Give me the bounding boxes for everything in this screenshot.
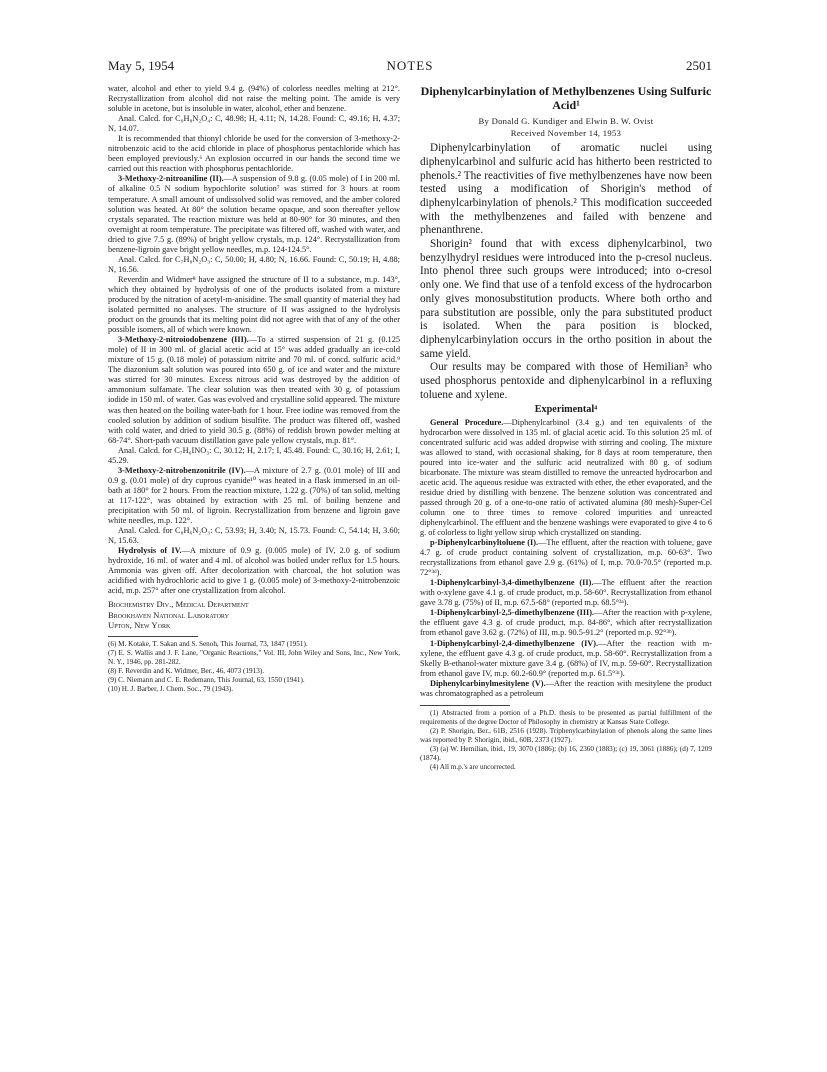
intro-paragraph: Shorigin² found that with excess diphenylcarbinol, two benzylhydryl residues were introduced into the p-cresol nucleus. Into phenol three such groups were introduced; into o-cresol only one. We find that use of a tenfold excess of the hydrocarbon only gives monosubstitution products. Where both ortho and para substitution are possible, only the para substituted product is isolated. When the para position is blocked, diphenylcarbinylation occurs in the ortho position in about the same yield. — [420, 238, 712, 360]
footnote: (4) All m.p.'s are uncorrected. — [430, 763, 516, 772]
footnotes — [108, 640, 400, 695]
procedure-paragraph — [420, 608, 712, 638]
procedure-heading: 3-Methoxy-2-nitrobenzonitrile (IV). — [118, 465, 246, 475]
procedure-paragraph — [420, 679, 712, 699]
procedure-paragraph — [420, 538, 712, 578]
footnote: (8) F. Reverdin and K. Widmer, Ber., 46, 4073 (1913). — [108, 667, 265, 676]
procedure-text: —The effluent after the reaction with o-xylene gave 4.1 g. of crude product, m.p. 58-60°. Recrystallization from ethanol gave 3.78 g. (75%) of II, m.p. 67.5-68° (reported m.p. 68.5°³ᵃ). — [420, 578, 712, 608]
footnote: (7) E. S. Wallis and J. F. Lane, "Organic Reactions," Vol. III, John Wiley and Sons, Inc., New York, N. Y., 1946, pp. 281-282. — [108, 649, 400, 667]
affiliation-line: Upton, New York — [108, 619, 171, 630]
experimental-heading: Experimental⁴ — [534, 404, 598, 416]
footnote: (1) Abstracted from a portion of a Ph.D. thesis to be presented as partial fulfillment of the requirements of the degree Doctor of Philosophy in chemistry at Kansas State College. — [420, 708, 712, 726]
procedure-heading: 1-Diphenylcarbinyl-3,4-dimethylbenzene (II). — [430, 578, 594, 588]
procedure-heading: Diphenylcarbinylmesitylene (V). — [430, 678, 546, 688]
procedure-heading: p-Diphenylcarbinyltoluene (I). — [430, 538, 539, 548]
procedure-text: —Diphenylcarbinol (3.4 g.) and ten equivalents of the hydrocarbon were dissolved in 135 ml. of glacial acetic acid. To this solution 25 ml. of concentrated sulfuric acid was added dropwise with stirring and cooling. The mixture was allowed to stand, with occasional shaking, for 8 days at room temperature, then poured into ice-water and the sulfuric acid neutralized with 80 g. of sodium bicarbonate. The mixture was steam distilled to remove the unreacted hydrocarbon and acetic acid. The aqueous residue was extracted with ether, the ether evaporated, and the residue dried by distilling with benzene. The benzene solution was concentrated and passed through 20 g. of a one-to-one ratio of activated alumina (80 mesh)-Super-Cel column one to three times to remove colored impurities and unreacted diphenylcarbinol. The effluent and the benzene washings were evaporated to give 4 to 6 g. of colorless to light yellow sirup which crystallized on standing. — [420, 417, 712, 538]
footnote: (6) M. Kotake, T. Sakan and S. Senoh, This Journal, 73, 1847 (1951). — [108, 640, 308, 648]
paragraph: It is recommended that thionyl chloride be used for the conversion of 3-methoxy-2-nitrobenzoic acid to the acid chloride in place of phosphorus pentachloride which has been employed previously.⁶ An explosion occurred in our hands the second time we carried out this reaction with phosphorus pentachloride. — [108, 134, 400, 174]
affiliation-line: Biochemistry Div., Medical Department — [108, 599, 249, 610]
analysis-paragraph: Anal. Calcd. for C₇H₆INO₃: C, 30.12; H, 2.17; I, 45.48. Found: C, 30.16; H, 2.61; I, 45.29. — [108, 445, 400, 465]
procedure-paragraph — [420, 418, 712, 539]
intro-paragraph: Our results may be compared with those of Hemilian³ who used phosphorus pentoxide and diphenylcarbinol in a refluxing toluene and xylene. — [420, 361, 712, 401]
procedure-paragraph — [420, 578, 712, 608]
procedure-text: —A mixture of 2.7 g. (0.01 mole) of III and 0.9 g. (0.01 mole) of dry cuprous cyanide¹⁰ was heated in a flask immersed in an oil-bath at 180° for 2 hours. From the reaction mixture, 1.22 g. (70%) of tan solid, melting at 117-122°, was obtained by extraction with 25 ml. of boiling benzene and precipitation with 50 ml. of ligroin. Recrystallization from benzene and ligroin gave white needles, m.p. 122°. — [108, 465, 400, 526]
paragraph: water, alcohol and ether to yield 9.4 g. (94%) of colorless needles melting at 212°. Recrystallization from alcohol did not raise the melting point. The amide is very soluble in acetone, but is insoluble in water, alcohol, ether and benzene. — [108, 84, 400, 114]
analysis-paragraph: Anal. Calcd. for C₈H₆N₂O₃: C, 53.93; H, 3.40; N, 15.73. Found: C, 54.14; H, 3.60; N, 15.63. — [108, 526, 400, 546]
footnote-divider — [108, 636, 198, 637]
procedure-paragraph — [108, 466, 400, 526]
footnote: (2) P. Shorigin, Ber., 61B, 2516 (1928). Triphenylcarbinylation of phenols along the same lines was reported by P. Shorigin, ibid., 60B, 2373 (1927). — [420, 727, 712, 745]
procedure-text: —After the reaction with m-xylene, the effluent gave 4.3 g. of crude product, m.p. 58-60°. Recrystallization from a Skelly B-ethanol-water mixture gave 3.4 g. (68%) of IV, m.p. 59-60°. Recrystallization from ethanol gave IV, m.p. 60.2-60.9° (reported m.p. 61.5°³ᶜ). — [420, 638, 712, 678]
affiliation — [108, 599, 400, 630]
analysis-paragraph: Anal. Calcd. for C₇H₈N₂O₃: C, 50.00; H, 4.80; N, 16.66. Found: C, 50.19; H, 4.88; N, 16.56. — [108, 254, 400, 274]
footnotes — [420, 709, 712, 773]
procedure-heading: 3-Methoxy-2-nitroaniline (II). — [118, 174, 224, 184]
procedure-heading: Hydrolysis of IV. — [118, 546, 182, 556]
byline: By Donald G. Kundiger and Elwin B. W. Ovist — [478, 116, 654, 126]
paragraph: Reverdin and Widmer⁸ have assigned the structure of II to a substance, m.p. 143°, which they obtained by hydrolysis of one of the products isolated from a mixture produced by the nitration of acetyl-m-anisidine. The small quantity of material they had isolated permitted no analyses. The structure of II was assigned to the hydrolysis product on the grounds that its melting point did not agree with that of any of the other possible isomers, all of which were known. — [108, 274, 400, 335]
header-page-number: 2501 — [686, 58, 712, 73]
header-section: NOTES — [386, 58, 434, 73]
footnote: (9) C. Niemann and C. E. Redemann, This Journal, 63, 1550 (1941). — [108, 676, 305, 685]
procedure-heading: 1-Diphenylcarbinyl-2,4-dimethylbenzene (IV). — [430, 638, 599, 648]
procedure-text: —A mixture of 0.9 g. (0.005 mole) of IV, 2.0 g. of sodium hydroxide, 16 ml. of water and 4 ml. of alcohol was boiled under reflux for 1.5 hours. Ammonia was given off. After decolorization with charcoal, the hot solution was acidified with hydrochloric acid to give 1 g. (0.005 mole) of 3-methoxy-2-nitrobenzoic acid, m.p. 257° after one crystallization from alcohol. — [108, 546, 400, 596]
right-column — [420, 84, 712, 772]
analysis-paragraph: Anal. Calcd. for C₉H₈N₂O₄: C, 48.98; H, 4.11; N, 14.28. Found: C, 49.16; H, 4.37; N, 14.07. — [108, 114, 400, 134]
procedure-paragraph — [108, 335, 400, 446]
affiliation-line: Brookhaven National Laboratory — [108, 609, 229, 620]
procedure-heading: 3-Methoxy-2-nitroiodobenzene (III). — [118, 335, 249, 345]
procedure-text: —After the reaction with p-xylene, the effluent gave 4.3 g. of crude product, m.p. 84-86°, which after recrystallization from ethanol gave 3.62 g. (72%) of III, m.p. 90.5-91.2° (reported m.p. 92°³ᵇ). — [420, 608, 712, 638]
procedure-paragraph — [420, 639, 712, 679]
procedure-text: —The effluent, after the reaction with toluene, gave 4.7 g. of crude product containing solvent of crystallization, m.p. 60-63°. Two recrystallizations from ethanol gave 2.9 g. (61%) of I, m.p. 70.0-70.5° (reported m.p. 72°³ᵈ). — [420, 538, 712, 578]
footnote: (3) (a) W. Hemilian, ibid., 19, 3070 (1886); (b) 16, 2360 (1883); (c) 19, 3061 (1886); (d) 7, 1209 (1874). — [420, 745, 712, 763]
received-date: Received November 14, 1953 — [510, 128, 622, 139]
procedure-paragraph — [108, 546, 400, 596]
procedure-heading: 1-Diphenylcarbinyl-2,5-dimethylbenzene (III). — [430, 608, 595, 618]
article-title: Diphenylcarbinylation of Methylbenzenes Using Sulfuric Acid¹ — [420, 84, 712, 112]
page-header — [108, 58, 712, 74]
footnote: (10) H. J. Barber, J. Chem. Soc., 79 (1943). — [108, 685, 234, 694]
intro-paragraph: Diphenylcarbinylation of aromatic nuclei using diphenylcarbinol and sulfuric acid has hitherto been restricted to phenols.² The reactivities of five methylbenzenes have now been tested using a modification of Shorigin's method of diphenylcarbinylation of phenols.² This modification succeeded with the methylbenzenes and failed with benzene and phenanthrene. — [420, 142, 712, 237]
procedure-text: —After the reaction with mesitylene the product was chromatographed as a petroleum — [420, 678, 712, 698]
procedure-paragraph — [108, 174, 400, 254]
procedure-text: —A suspension of 9.8 g. (0.05 mole) of I in 200 ml. of alkaline 0.5 N sodium hypochlorite solution⁷ was stirred for 3 hours at room temperature. A small amount of undissolved solid was removed, and the amber colored solution was heated. At 80° the solution became opaque, and soon thereafter yellow crystals separated. The reaction mixture was held at 80-90° for 30 minutes, and then overnight at room temperature. The precipitate was filtered off, washed with water, and dried to give 7.5 g. (89%) of bright yellow crystals, m.p. 124°. Recrystallization from benzene-ligroin gave bright yellow needles, m.p. 124-124.5°. — [108, 174, 400, 254]
header-date: May 5, 1954 — [108, 58, 175, 73]
procedure-heading: General Procedure. — [430, 417, 504, 427]
footnote-divider — [420, 705, 510, 706]
procedure-text: —To a stirred suspension of 21 g. (0.125 mole) of II in 300 ml. of glacial acetic acid at 15° was added gradually an ice-cold mixture of 15 g. (0.18 mole) of potassium nitrite and 70 ml. of concd. sulfuric acid.⁹ The diazonium salt solution was poured into 650 g. of ice and water and the mixture was stirred for 30 minutes. Excess nitrous acid was destroyed by the addition of ammonium sulfamate. The clear solution was then treated with 30 g. of potassium iodide in 150 ml. of water. Gas was evolved and crystalline solid appeared. The mixture was then heated on the boiling water-bath for 1 hour. Free iodine was removed from the cooled solution by addition of sodium bisulfite. The product was filtered off, washed with cold water, and dried to yield 30.5 g. (88%) of reddish brown powder melting at 68-74°. Short-path vacuum distillation gave pale yellow crystals, m.p. 81°. — [108, 335, 400, 445]
left-column — [108, 84, 400, 695]
